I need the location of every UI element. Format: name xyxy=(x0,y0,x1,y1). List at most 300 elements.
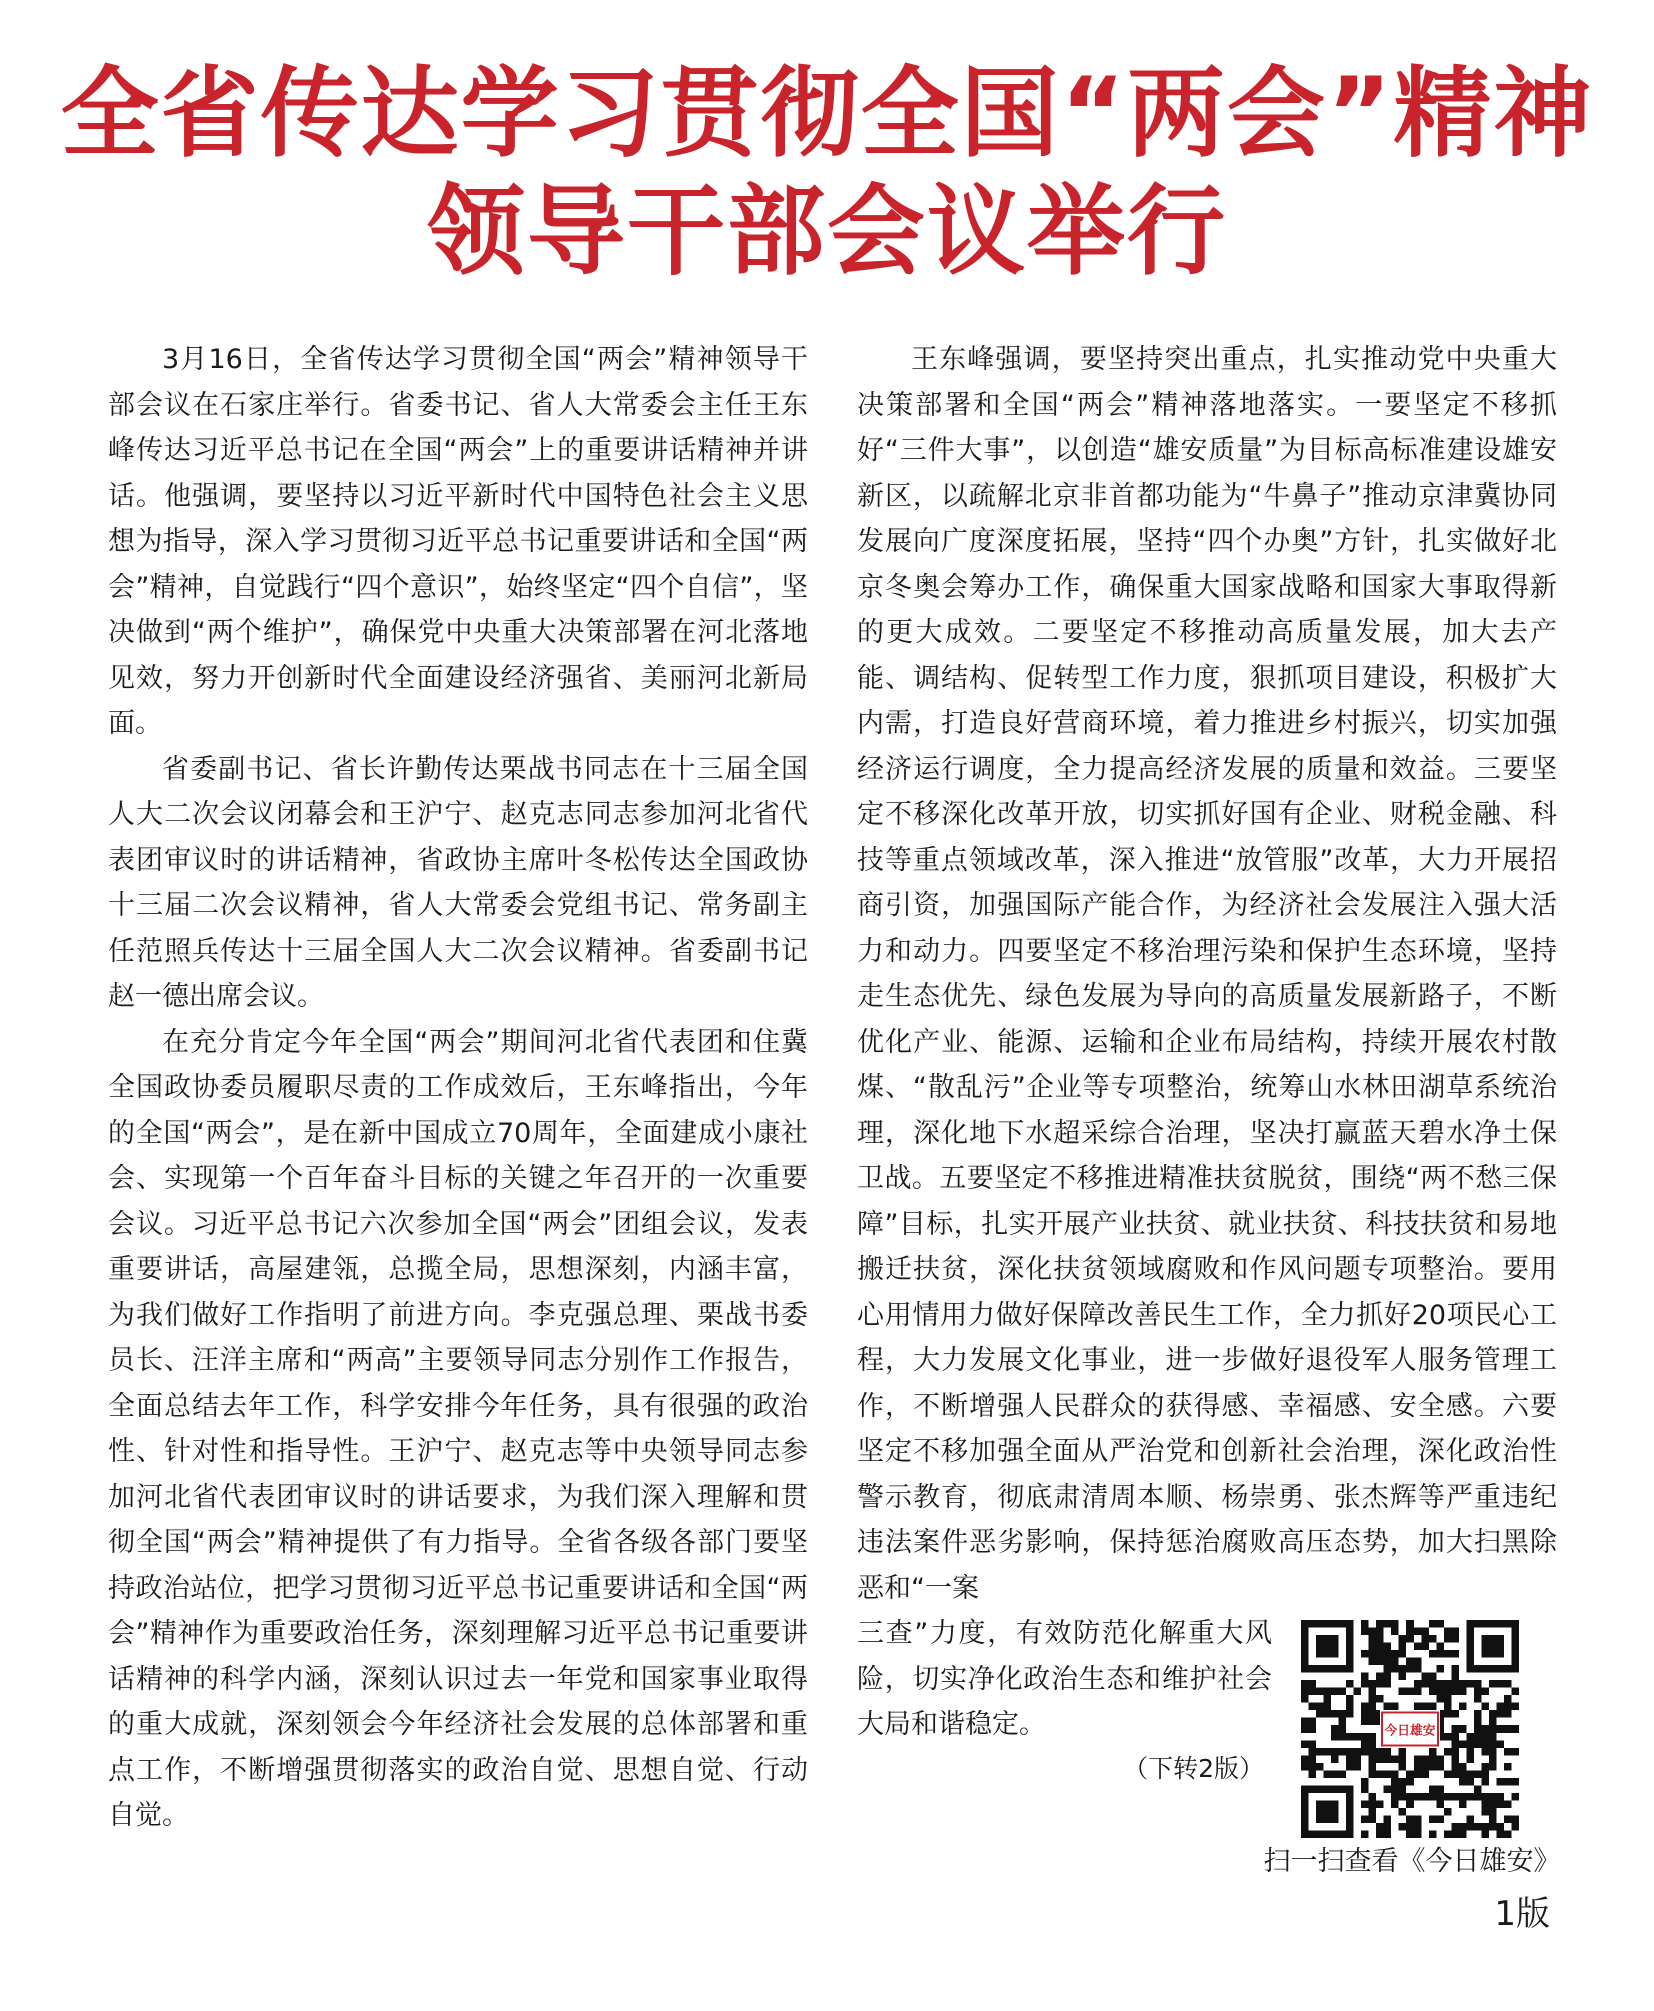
qr-module xyxy=(1376,1620,1384,1628)
left-column xyxy=(108,337,808,1839)
qr-module xyxy=(1301,1688,1309,1696)
paragraph: 在充分肯定今年全国“两会”期间河北省代表团和住冀全国政协委员履职尽责的工作成效后，王东峰指出，今年的全国“两会”，是在新中国成立70周年，全面建成小康社会、实现第一个百年奋斗目标的关键之年召开的一次重要会议。习近平总书记六次参加全国“两会”团组会议，发表重要讲话，高屋建瓴，总揽全局，思想深刻，内涵丰富，为我们做好工作指明了前进方向。李克强总理、栗战书委员长、汪洋主席和“两高”主要领导同志分别作工作报告，全面总结去年工作，科学安排今年任务，具有很强的政治性、针对性和指导性。王沪宁、赵克志等中央领导同志参加河北省代表团审议时的讲话要求，为我们深入理解和贯彻全国“两会”精神提供了有力指导。全省各级各部门要坚持政治站位，把学习贯彻习近平总书记重要讲话和全国“两会”精神作为重要政治任务，深刻理解习近平总书记重要讲话精神的科学内涵，深刻认识过去一年党和国家事业取得的重大成就，深刻领会今年经济社会发展的总体部署和重点工作，不断增强贯彻落实的政治自觉、思想自觉、行动自觉。 xyxy=(108,1026,808,1831)
qr-module xyxy=(1481,1740,1489,1748)
qr-module xyxy=(1436,1643,1444,1651)
qr-module xyxy=(1324,1695,1332,1703)
qr-module xyxy=(1451,1740,1459,1748)
qr-module xyxy=(1459,1770,1467,1778)
qr-module xyxy=(1421,1770,1429,1778)
qr-module xyxy=(1466,1755,1474,1763)
qr-module xyxy=(1406,1815,1414,1823)
qr-module xyxy=(1346,1680,1354,1688)
qr-module xyxy=(1489,1718,1497,1726)
qr-module xyxy=(1376,1635,1384,1643)
qr-module xyxy=(1369,1793,1377,1801)
qr-module xyxy=(1399,1650,1407,1658)
qr-module xyxy=(1414,1680,1422,1688)
qr-module xyxy=(1481,1800,1489,1808)
qr-module xyxy=(1399,1643,1407,1651)
qr-module xyxy=(1384,1665,1392,1673)
qr-module xyxy=(1316,1763,1324,1771)
qr-module xyxy=(1414,1658,1422,1666)
qr-module xyxy=(1444,1650,1452,1658)
qr-module xyxy=(1429,1688,1437,1696)
qr-module xyxy=(1466,1778,1474,1786)
qr-module xyxy=(1384,1650,1392,1658)
qr-module xyxy=(1414,1770,1422,1778)
qr-module xyxy=(1451,1710,1459,1718)
qr-module xyxy=(1361,1740,1369,1748)
qr-module xyxy=(1414,1830,1422,1838)
qr-module xyxy=(1496,1703,1504,1711)
qr-module xyxy=(1414,1665,1422,1673)
qr-module xyxy=(1324,1703,1332,1711)
qr-module xyxy=(1444,1793,1452,1801)
qr-module xyxy=(1451,1628,1459,1636)
qr-module xyxy=(1391,1770,1399,1778)
qr-module xyxy=(1429,1755,1437,1763)
qr-module xyxy=(1346,1755,1354,1763)
qr-module xyxy=(1331,1725,1339,1733)
qr-module xyxy=(1324,1770,1332,1778)
qr-module xyxy=(1481,1823,1489,1831)
qr-module xyxy=(1369,1815,1377,1823)
qr-module xyxy=(1421,1703,1429,1711)
qr-module xyxy=(1399,1778,1407,1786)
qr-module xyxy=(1444,1628,1452,1636)
qr-module xyxy=(1451,1688,1459,1696)
qr-module xyxy=(1481,1778,1489,1786)
paragraph-tail: 三查”力度，有效防范化解重大风险，切实净化政治生态和维护社会大局和谐稳定。 xyxy=(857,1618,1272,1740)
qr-module xyxy=(1444,1688,1452,1696)
qr-module xyxy=(1309,1688,1317,1696)
qr-module xyxy=(1459,1800,1467,1808)
qr-module xyxy=(1496,1823,1504,1831)
qr-module xyxy=(1421,1680,1429,1688)
qr-module xyxy=(1414,1703,1422,1711)
qr-module xyxy=(1324,1688,1332,1696)
qr-module xyxy=(1451,1680,1459,1688)
qr-module xyxy=(1309,1718,1317,1726)
qr-module xyxy=(1474,1695,1482,1703)
qr-module xyxy=(1414,1793,1422,1801)
qr-module xyxy=(1466,1748,1474,1756)
qr-module xyxy=(1369,1688,1377,1696)
qr-module xyxy=(1429,1763,1437,1771)
qr-module xyxy=(1414,1755,1422,1763)
qr-module xyxy=(1459,1740,1467,1748)
qr-module xyxy=(1481,1725,1489,1733)
qr-module xyxy=(1451,1830,1459,1838)
qr-module xyxy=(1399,1808,1407,1816)
qr-module xyxy=(1429,1650,1437,1658)
qr-module xyxy=(1384,1673,1392,1681)
qr-module xyxy=(1376,1823,1384,1831)
qr-module xyxy=(1369,1710,1377,1718)
qr-module xyxy=(1406,1665,1414,1673)
qr-module xyxy=(1444,1695,1452,1703)
qr-module xyxy=(1361,1650,1369,1658)
qr-module xyxy=(1459,1680,1467,1688)
qr-module xyxy=(1474,1725,1482,1733)
qr-module xyxy=(1376,1628,1384,1636)
qr-module xyxy=(1489,1755,1497,1763)
qr-module xyxy=(1436,1620,1444,1628)
qr-module xyxy=(1489,1680,1497,1688)
qr-module xyxy=(1384,1770,1392,1778)
qr-code[interactable] xyxy=(1301,1620,1519,1838)
qr-module xyxy=(1421,1673,1429,1681)
qr-module xyxy=(1399,1673,1407,1681)
qr-module xyxy=(1301,1725,1309,1733)
qr-module xyxy=(1451,1770,1459,1778)
qr-module xyxy=(1406,1778,1414,1786)
qr-module xyxy=(1466,1823,1474,1831)
qr-module xyxy=(1406,1635,1414,1643)
qr-module xyxy=(1444,1830,1452,1838)
qr-module xyxy=(1391,1703,1399,1711)
qr-module xyxy=(1421,1635,1429,1643)
qr-module xyxy=(1474,1680,1482,1688)
qr-module xyxy=(1361,1680,1369,1688)
qr-module xyxy=(1339,1718,1347,1726)
qr-module xyxy=(1391,1800,1399,1808)
qr-module xyxy=(1489,1800,1497,1808)
qr-module xyxy=(1421,1755,1429,1763)
qr-module xyxy=(1376,1830,1384,1838)
qr-module xyxy=(1369,1703,1377,1711)
qr-module xyxy=(1346,1710,1354,1718)
qr-module xyxy=(1451,1763,1459,1771)
qr-module xyxy=(1339,1748,1347,1756)
qr-module xyxy=(1376,1748,1384,1756)
qr-module xyxy=(1481,1748,1489,1756)
qr-module xyxy=(1496,1778,1504,1786)
qr-module xyxy=(1444,1733,1452,1741)
qr-module xyxy=(1414,1815,1422,1823)
qr-module xyxy=(1361,1718,1369,1726)
qr-module xyxy=(1481,1830,1489,1838)
qr-module xyxy=(1346,1695,1354,1703)
qr-module xyxy=(1406,1658,1414,1666)
qr-module xyxy=(1391,1785,1399,1793)
qr-module xyxy=(1399,1688,1407,1696)
qr-module xyxy=(1474,1823,1482,1831)
qr-module xyxy=(1406,1628,1414,1636)
qr-module xyxy=(1451,1823,1459,1831)
qr-module xyxy=(1466,1740,1474,1748)
qr-module xyxy=(1316,1688,1324,1696)
qr-module xyxy=(1361,1815,1369,1823)
qr-module xyxy=(1466,1680,1474,1688)
qr-module xyxy=(1489,1815,1497,1823)
qr-module xyxy=(1399,1823,1407,1831)
qr-module xyxy=(1421,1793,1429,1801)
qr-module xyxy=(1459,1823,1467,1831)
qr-module xyxy=(1429,1785,1437,1793)
qr-module xyxy=(1376,1658,1384,1666)
paragraph: 省委副书记、省长许勤传达栗战书同志在十三届全国人大二次会议闭幕会和王沪宁、赵克志同志参加河北省代表团审议时的讲话精神，省政协主席叶冬松传达全国政协十三届二次会议精神，省人大常委会党组书记、常务副主任范照兵传达十三届全国人大二次会议精神。省委副书记赵一德出席会议。 xyxy=(108,753,808,1012)
qr-module xyxy=(1369,1755,1377,1763)
qr-module xyxy=(1361,1620,1369,1628)
qr-module xyxy=(1301,1718,1309,1726)
qr-module xyxy=(1406,1770,1414,1778)
qr-module xyxy=(1391,1665,1399,1673)
qr-module xyxy=(1496,1800,1504,1808)
qr-module xyxy=(1309,1725,1317,1733)
qr-module xyxy=(1481,1733,1489,1741)
qr-module xyxy=(1451,1733,1459,1741)
qr-module xyxy=(1496,1725,1504,1733)
qr-module xyxy=(1361,1710,1369,1718)
qr-module xyxy=(1474,1718,1482,1726)
qr-module xyxy=(1451,1635,1459,1643)
qr-module xyxy=(1376,1755,1384,1763)
qr-module xyxy=(1444,1710,1452,1718)
qr-module xyxy=(1361,1778,1369,1786)
qr-module xyxy=(1331,1710,1339,1718)
qr-module xyxy=(1376,1695,1384,1703)
qr-module xyxy=(1459,1778,1467,1786)
qr-module xyxy=(1421,1763,1429,1771)
qr-module xyxy=(1376,1770,1384,1778)
qr-module xyxy=(1369,1740,1377,1748)
qr-module xyxy=(1459,1830,1467,1838)
qr-module xyxy=(1504,1703,1512,1711)
qr-module xyxy=(1444,1808,1452,1816)
qr-module xyxy=(1466,1770,1474,1778)
qr-module xyxy=(1361,1628,1369,1636)
qr-module xyxy=(1309,1763,1317,1771)
headline-line-1: 全省传达学习贯彻全国“两会”精神 xyxy=(60,57,1594,171)
qr-module xyxy=(1391,1650,1399,1658)
qr-module xyxy=(1399,1748,1407,1756)
qr-module xyxy=(1481,1770,1489,1778)
qr-module xyxy=(1481,1703,1489,1711)
qr-module xyxy=(1459,1725,1467,1733)
qr-module xyxy=(1436,1763,1444,1771)
qr-module xyxy=(1309,1680,1317,1688)
qr-module xyxy=(1369,1733,1377,1741)
qr-module xyxy=(1511,1778,1519,1786)
qr-module xyxy=(1331,1733,1339,1741)
qr-module xyxy=(1474,1793,1482,1801)
qr-module xyxy=(1496,1830,1504,1838)
paragraph: 3月16日，全省传达学习贯彻全国“两会”精神领导干部会议在石家庄举行。省委书记、省人大常委会主任王东峰传达习近平总书记在全国“两会”上的重要讲话精神并讲话。他强调，要坚持以习近平新时代中国特色社会主义思想为指导，深入学习贯彻习近平总书记重要讲话和全国“两会”精神，自觉践行“四个意识”，始终坚定“四个自信”，坚决做到“两个维护”，确保党中央重大决策部署在河北落地见效，努力开创新时代全面建设经济强省、美丽河北新局面。 xyxy=(108,344,808,739)
qr-module xyxy=(1436,1800,1444,1808)
qr-module xyxy=(1361,1830,1369,1838)
qr-module xyxy=(1354,1755,1362,1763)
qr-logo-label: 今日雄安 xyxy=(1384,1723,1436,1739)
qr-module xyxy=(1444,1770,1452,1778)
qr-module xyxy=(1324,1748,1332,1756)
qr-module xyxy=(1504,1695,1512,1703)
qr-module xyxy=(1444,1680,1452,1688)
qr-module xyxy=(1489,1808,1497,1816)
qr-module xyxy=(1301,1763,1309,1771)
qr-module xyxy=(1369,1628,1377,1636)
qr-module xyxy=(1429,1673,1437,1681)
qr-module xyxy=(1429,1815,1437,1823)
qr-module xyxy=(1504,1800,1512,1808)
qr-module xyxy=(1421,1628,1429,1636)
qr-module xyxy=(1301,1680,1309,1688)
qr-module xyxy=(1369,1695,1377,1703)
qr-module xyxy=(1339,1770,1347,1778)
qr-module xyxy=(1399,1755,1407,1763)
qr-module xyxy=(1369,1800,1377,1808)
qr-module xyxy=(1436,1665,1444,1673)
qr-module xyxy=(1451,1650,1459,1658)
qr-module xyxy=(1489,1733,1497,1741)
qr-module xyxy=(1489,1823,1497,1831)
qr-module xyxy=(1391,1658,1399,1666)
headline xyxy=(0,55,1654,291)
qr-module xyxy=(1436,1680,1444,1688)
qr-module xyxy=(1399,1763,1407,1771)
headline-line-2: 领导干部会议举行 xyxy=(426,175,1227,289)
qr-module xyxy=(1376,1800,1384,1808)
qr-module xyxy=(1354,1733,1362,1741)
qr-module xyxy=(1301,1695,1309,1703)
qr-module xyxy=(1384,1620,1392,1628)
qr-module xyxy=(1451,1755,1459,1763)
qr-module xyxy=(1384,1755,1392,1763)
qr-caption: 扫一扫查看《今日雄安》 xyxy=(1263,1846,1561,1877)
qr-module xyxy=(1331,1688,1339,1696)
qr-module xyxy=(1339,1710,1347,1718)
qr-module xyxy=(1429,1620,1437,1628)
qr-module xyxy=(1331,1755,1339,1763)
qr-module xyxy=(1399,1793,1407,1801)
qr-module xyxy=(1309,1748,1317,1756)
qr-module xyxy=(1451,1725,1459,1733)
qr-module xyxy=(1346,1733,1354,1741)
qr-module xyxy=(1369,1763,1377,1771)
qr-module xyxy=(1489,1793,1497,1801)
qr-module xyxy=(1436,1793,1444,1801)
qr-module xyxy=(1309,1740,1317,1748)
qr-module xyxy=(1354,1748,1362,1756)
qr-module xyxy=(1459,1793,1467,1801)
qr-module xyxy=(1429,1680,1437,1688)
qr-module xyxy=(1384,1643,1392,1651)
qr-module xyxy=(1474,1770,1482,1778)
qr-module xyxy=(1361,1733,1369,1741)
qr-finder xyxy=(1316,1800,1339,1823)
qr-module xyxy=(1384,1823,1392,1831)
qr-module xyxy=(1384,1830,1392,1838)
qr-module xyxy=(1414,1628,1422,1636)
qr-module xyxy=(1504,1763,1512,1771)
qr-module xyxy=(1406,1823,1414,1831)
qr-module xyxy=(1474,1740,1482,1748)
right-column xyxy=(857,337,1557,1791)
qr-module xyxy=(1436,1650,1444,1658)
qr-module xyxy=(1331,1748,1339,1756)
qr-module xyxy=(1481,1763,1489,1771)
qr-module xyxy=(1466,1815,1474,1823)
qr-module xyxy=(1399,1635,1407,1643)
qr-module xyxy=(1496,1740,1504,1748)
qr-module xyxy=(1496,1710,1504,1718)
qr-module xyxy=(1511,1793,1519,1801)
qr-module xyxy=(1316,1710,1324,1718)
qr-module xyxy=(1436,1785,1444,1793)
qr-module xyxy=(1504,1830,1512,1838)
qr-module xyxy=(1369,1770,1377,1778)
qr-module xyxy=(1414,1643,1422,1651)
qr-module xyxy=(1316,1703,1324,1711)
paragraph: 王东峰强调，要坚持突出重点，扎实推动党中央重大决策部署和全国“两会”精神落地落实。一要坚定不移抓好“三件大事”，以创造“雄安质量”为目标高标准建设雄安新区，以疏解北京非首都功能为“牛鼻子”推动京津冀协同发展向广度深度拓展，坚持“四个办奥”方针，扎实做好北京冬奥会筹办工作，确保重大国家战略和国家大事取得新的更大成效。二要坚定不移推动高质量发展，加大去产能、调结构、促转型工作力度，狠抓项目建设，积极扩大内需，打造良好营商环境，着力推进乡村振兴，切实加强经济运行调度，全力提高经济发展的质量和效益。三要坚定不移深化改革开放，切实抓好国有企业、财税金融、科技等重点领域改革，深入推进“放管服”改革，大力开展招商引资，加强国际产能合作，为经济社会发展注入强大活力和动力。四要坚定不移治理污染和保护生态环境，坚持走生态优先、绿色发展为导向的高质量发展新路子，不断优化产业、能源、运输和企业布局结构，持续开展农村散煤、“散乱污”企业等专项整治，统筹山水林田湖草系统治理，深化地下水超采综合治理，坚决打赢蓝天碧水净土保卫战。五要坚定不移推进精准扶贫脱贫，围绕“两不愁三保障”目标，扎实开展产业扶贫、就业扶贫、科技扶贫和易地搬迁扶贫，深化扶贫领域腐败和作风问题专项整治。要用心用情用力做好保障改善民生工作，全力抓好20项民心工程，大力发展文化事业，进一步做好退役军人服务管理工作，不断增强人民群众的获得感、幸福感、安全感。六要坚定不移加强全面从严治党和创新社会治理，深化政治性警示教育，彻底肃清周本顺、杨崇勇、张杰辉等严重违纪违法案件恶劣影响，保持惩治腐败高压态势，加大扫黑除恶和“一案 xyxy=(857,344,1557,1604)
qr-module xyxy=(1384,1748,1392,1756)
qr-module xyxy=(1504,1725,1512,1733)
qr-module xyxy=(1504,1815,1512,1823)
qr-module xyxy=(1489,1763,1497,1771)
qr-module xyxy=(1309,1755,1317,1763)
qr-module xyxy=(1489,1710,1497,1718)
qr-module xyxy=(1369,1650,1377,1658)
qr-module xyxy=(1391,1628,1399,1636)
paragraph-tail-block xyxy=(857,1611,1272,1791)
qr-module xyxy=(1339,1733,1347,1741)
qr-module xyxy=(1504,1748,1512,1756)
qr-module xyxy=(1354,1763,1362,1771)
qr-module xyxy=(1511,1725,1519,1733)
qr-module xyxy=(1301,1755,1309,1763)
qr-module xyxy=(1361,1785,1369,1793)
qr-module xyxy=(1414,1688,1422,1696)
qr-module xyxy=(1399,1785,1407,1793)
qr-module xyxy=(1361,1673,1369,1681)
qr-module xyxy=(1391,1620,1399,1628)
qr-module xyxy=(1496,1793,1504,1801)
qr-module xyxy=(1429,1830,1437,1838)
qr-module xyxy=(1339,1688,1347,1696)
qr-module xyxy=(1406,1793,1414,1801)
qr-module xyxy=(1474,1710,1482,1718)
qr-module xyxy=(1466,1733,1474,1741)
qr-module xyxy=(1429,1703,1437,1711)
qr-module xyxy=(1406,1830,1414,1838)
qr-module xyxy=(1511,1815,1519,1823)
qr-module xyxy=(1489,1725,1497,1733)
qr-module xyxy=(1384,1815,1392,1823)
qr-module xyxy=(1451,1793,1459,1801)
qr-module xyxy=(1369,1748,1377,1756)
qr-module xyxy=(1444,1703,1452,1711)
qr-module xyxy=(1414,1763,1422,1771)
qr-module xyxy=(1369,1643,1377,1651)
qr-module xyxy=(1384,1785,1392,1793)
qr-module xyxy=(1436,1695,1444,1703)
qr-module xyxy=(1429,1635,1437,1643)
qr-module xyxy=(1391,1778,1399,1786)
qr-module xyxy=(1361,1748,1369,1756)
qr-module xyxy=(1316,1748,1324,1756)
qr-module xyxy=(1376,1643,1384,1651)
qr-module xyxy=(1451,1665,1459,1673)
qr-finder xyxy=(1481,1635,1504,1658)
qr-module xyxy=(1309,1703,1317,1711)
qr-module xyxy=(1361,1703,1369,1711)
qr-module xyxy=(1429,1748,1437,1756)
qr-module xyxy=(1301,1740,1309,1748)
qr-module xyxy=(1511,1703,1519,1711)
qr-module xyxy=(1376,1650,1384,1658)
qr-module xyxy=(1369,1635,1377,1643)
page-number: 1版 xyxy=(1494,1894,1550,1934)
